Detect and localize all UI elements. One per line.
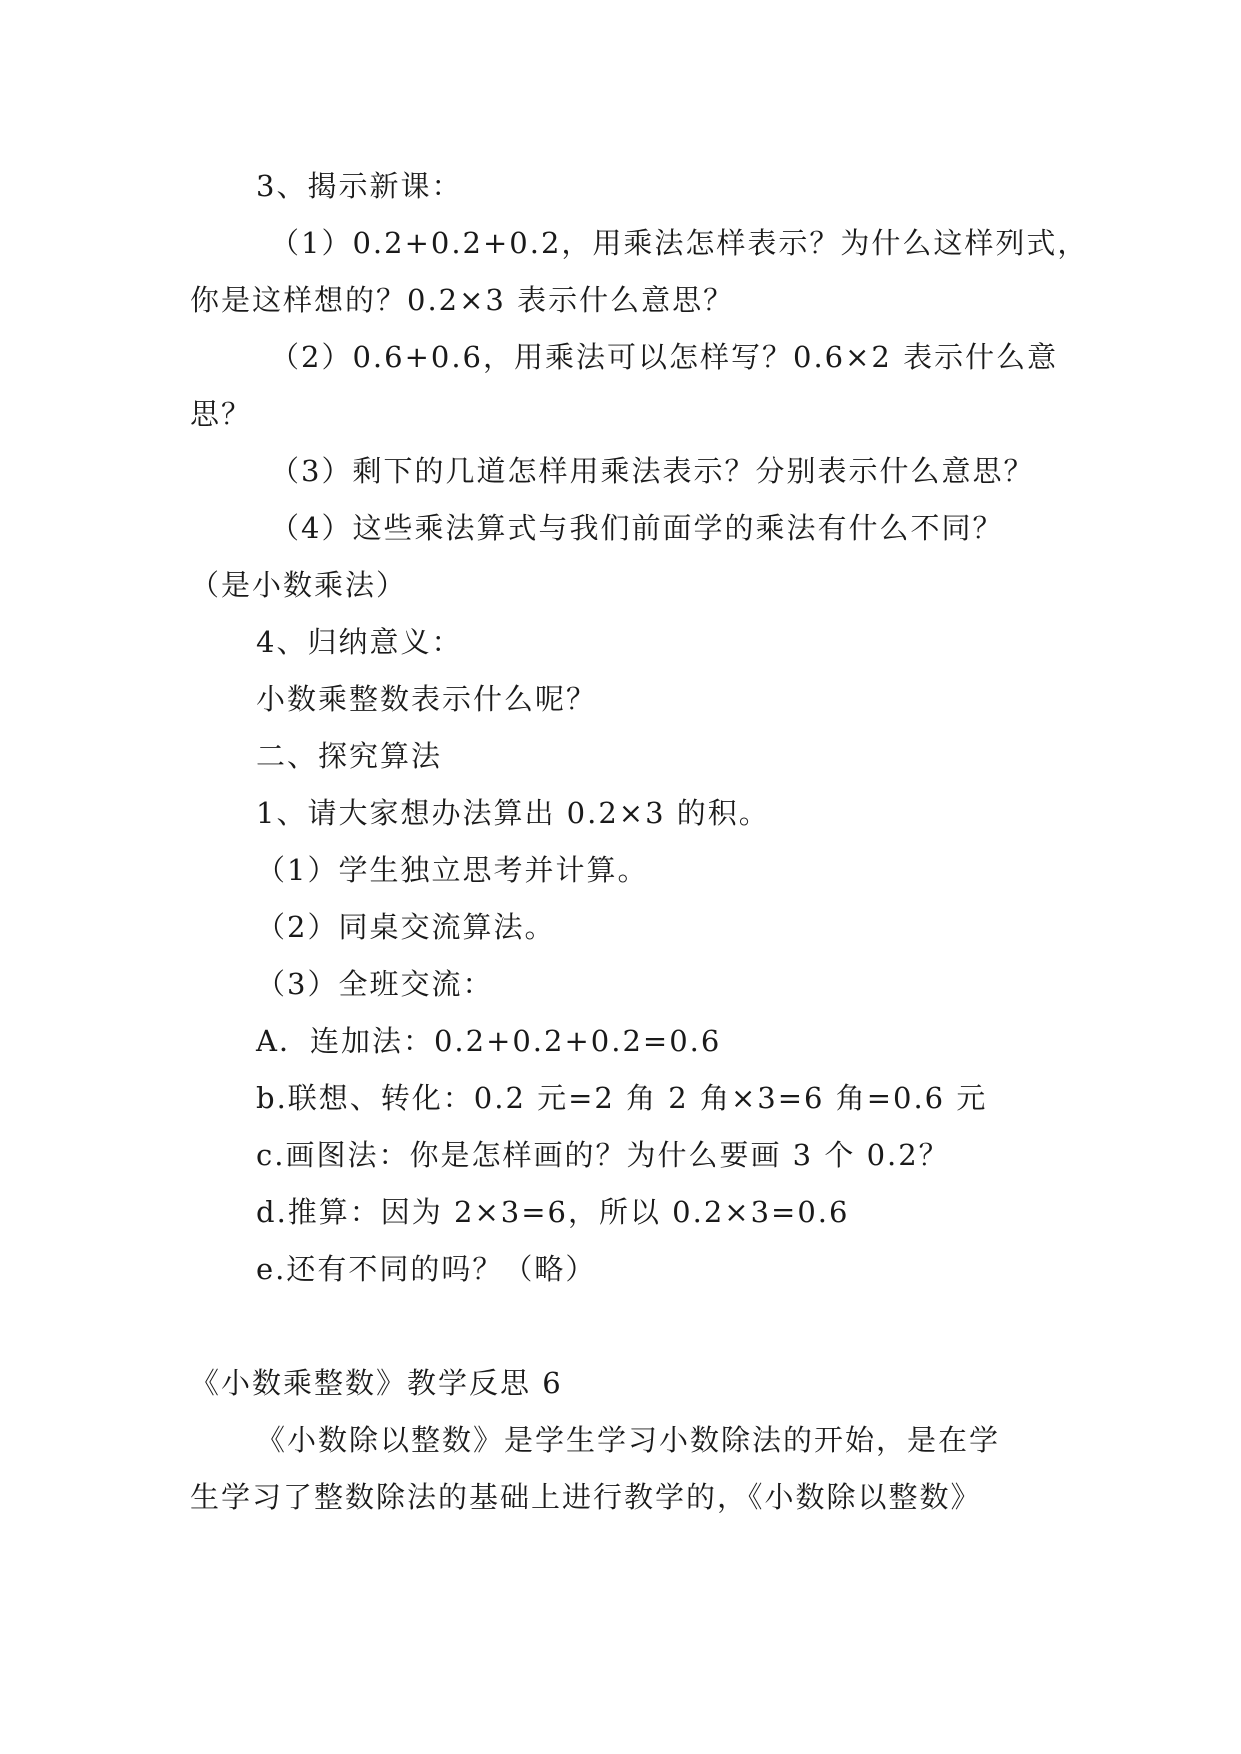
section-heading-summarize: 4、归纳意义： (256, 625, 463, 659)
question-4-line-2: （是小数乘法） (190, 568, 408, 602)
question-2-line-1: （2）0.6+0.6，用乘法可以怎样写？0.6×2 表示什么意 (270, 340, 1059, 374)
step-1: （1）学生独立思考并计算。 (256, 853, 649, 887)
step-3: （3）全班交流： (256, 967, 494, 1001)
reflection-title: 《小数乘整数》教学反思 6 (190, 1366, 563, 1400)
summary-question: 小数乘整数表示什么呢？ (256, 682, 598, 716)
question-4-line-1: （4）这些乘法算式与我们前面学的乘法有什么不同？ (270, 511, 1004, 545)
question-3: （3）剩下的几道怎样用乘法表示？分别表示什么意思？ (270, 454, 1035, 488)
reflection-paragraph-line-1: 《小数除以整数》是学生学习小数除法的开始，是在学 (256, 1423, 1001, 1457)
method-d: d.推算：因为 2×3=6，所以 0.2×3=0.6 (256, 1195, 850, 1229)
question-1-line-1: （1）0.2+0.2+0.2，用乘法怎样表示？为什么这样列式， (270, 226, 1089, 260)
step-2: （2）同桌交流算法。 (256, 910, 556, 944)
method-e: e.还有不同的吗？（略） (256, 1252, 597, 1286)
section-heading-reveal-lesson: 3、揭示新课： (256, 169, 463, 203)
question-2-line-2: 思？ (190, 397, 253, 431)
section-heading-explore-algorithm: 二、探究算法 (256, 739, 443, 773)
question-1-line-2: 你是这样想的？0.2×3 表示什么意思？ (190, 283, 735, 317)
reflection-paragraph-line-2: 生学习了整数除法的基础上进行教学的，《小数除以整数》 (190, 1480, 982, 1514)
task-1: 1、请大家想办法算出 0.2×3 的积。 (256, 796, 770, 830)
method-c: c.画图法：你是怎样画的？为什么要画 3 个 0.2？ (256, 1138, 950, 1172)
method-b: b.联想、转化：0.2 元=2 角 2 角×3=6 角=0.6 元 (256, 1081, 988, 1115)
method-a: A．连加法：0.2+0.2+0.2=0.6 (256, 1024, 722, 1058)
